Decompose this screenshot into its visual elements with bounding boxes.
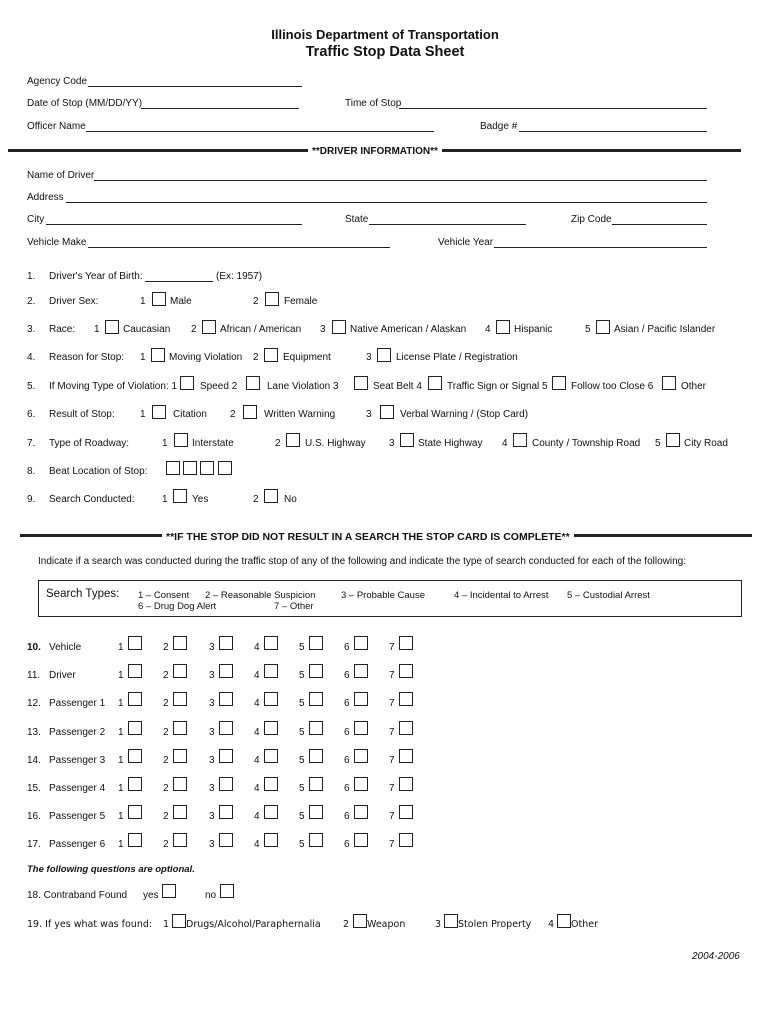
form-subtitle: Traffic Stop Data Sheet bbox=[305, 44, 465, 60]
option-number: 4 bbox=[485, 324, 491, 335]
search-yes-checkbox[interactable] bbox=[173, 489, 187, 503]
search-type-number: 6 bbox=[344, 670, 350, 681]
option-number: 5 bbox=[655, 438, 661, 449]
search-row-label: Passenger 6 bbox=[49, 839, 106, 850]
search-type-checkbox[interactable] bbox=[173, 721, 187, 735]
question-number: 9. bbox=[27, 494, 36, 505]
zip-label: Zip Code bbox=[571, 214, 612, 225]
search-heading: **IF THE STOP DID NOT RESULT IN A SEARCH THE STOP CARD IS COMPLETE** bbox=[162, 531, 574, 543]
equipment-checkbox[interactable] bbox=[264, 348, 278, 362]
option-label: Seat Belt 4 bbox=[373, 381, 422, 392]
search-type-checkbox[interactable] bbox=[173, 805, 187, 819]
search-type-checkbox[interactable] bbox=[264, 664, 278, 678]
search-type-checkbox[interactable] bbox=[264, 636, 278, 650]
option-label: License Plate / Registration bbox=[396, 352, 518, 363]
male-checkbox[interactable] bbox=[152, 292, 166, 306]
search-type-number: 4 bbox=[254, 839, 260, 850]
officer-name-label: Officer Name bbox=[27, 121, 86, 132]
search-type-number: 6 bbox=[344, 755, 350, 766]
option-label: Speed 2 bbox=[200, 381, 238, 392]
option-number: 3 bbox=[435, 919, 442, 930]
search-type-checkbox[interactable] bbox=[128, 664, 142, 678]
search-type-number: 7 bbox=[389, 698, 395, 709]
date-of-stop-label: Date of Stop (MM/DD/YY) bbox=[27, 98, 143, 109]
option-label: Yes bbox=[192, 494, 209, 505]
search-instruction: Indicate if a search was conducted during the traffic stop of any of the following and indicate the type of search conducted for each of the following: bbox=[38, 556, 686, 567]
search-type-number: 4 bbox=[254, 698, 260, 709]
native-american-checkbox[interactable] bbox=[332, 320, 346, 334]
search-type-number: 3 bbox=[209, 642, 215, 653]
search-type-number: 3 bbox=[209, 783, 215, 794]
option-label: Written Warning bbox=[264, 409, 336, 420]
search-type-number: 6 bbox=[344, 783, 350, 794]
seat-belt-checkbox[interactable] bbox=[354, 376, 368, 390]
search-row-label: Driver bbox=[49, 670, 76, 681]
form-years: 2004-2006 bbox=[692, 951, 740, 962]
search-type-number: 5 bbox=[299, 698, 305, 709]
search-type-checkbox[interactable] bbox=[264, 749, 278, 763]
option-label: Equipment bbox=[283, 352, 331, 363]
search-type-number: 2 bbox=[163, 698, 169, 709]
search-type-number: 4 bbox=[254, 642, 260, 653]
search-conducted-label: Search Conducted: bbox=[49, 494, 135, 505]
follow-too-close-checkbox[interactable] bbox=[552, 376, 566, 390]
vehicle-year-field[interactable] bbox=[494, 247, 707, 248]
search-type-checkbox[interactable] bbox=[399, 749, 413, 763]
option-number: 4 bbox=[502, 438, 508, 449]
search-row-number: 14. bbox=[27, 755, 41, 766]
search-type-checkbox[interactable] bbox=[173, 749, 187, 763]
search-type-checkbox[interactable] bbox=[399, 805, 413, 819]
search-type-checkbox[interactable] bbox=[264, 833, 278, 847]
search-types-label: Search Types: bbox=[46, 588, 120, 600]
option-number: 4 bbox=[548, 919, 555, 930]
date-of-stop-field[interactable] bbox=[141, 108, 299, 109]
us-highway-checkbox[interactable] bbox=[286, 433, 300, 447]
search-row-label: Vehicle bbox=[49, 642, 82, 653]
question-number: 8. bbox=[27, 466, 36, 477]
search-type-checkbox[interactable] bbox=[399, 664, 413, 678]
search-type-number: 6 bbox=[344, 811, 350, 822]
search-type-number: 3 bbox=[209, 727, 215, 738]
race-label: Race: bbox=[49, 324, 76, 335]
verbal-warning-checkbox[interactable] bbox=[380, 405, 394, 419]
beat-digit-box[interactable] bbox=[218, 461, 232, 475]
search-row-number: 12. bbox=[27, 698, 41, 709]
search-type-checkbox[interactable] bbox=[399, 692, 413, 706]
asian-pacific-checkbox[interactable] bbox=[596, 320, 610, 334]
search-type: 5 – Custodial Arrest bbox=[567, 590, 650, 601]
option-number: 3 bbox=[366, 352, 372, 363]
option-label: City Road bbox=[684, 438, 728, 449]
beat-digit-box[interactable] bbox=[183, 461, 197, 475]
search-row-label: Passenger 5 bbox=[49, 811, 106, 822]
search-row-number: 15. bbox=[27, 783, 41, 794]
search-type-number: 2 bbox=[163, 783, 169, 794]
option-number: 3 bbox=[366, 409, 372, 420]
form-title: Illinois Department of Transportation bbox=[271, 27, 499, 42]
search-type-number: 5 bbox=[299, 755, 305, 766]
contraband-label: 18. Contraband Found bbox=[27, 890, 128, 901]
search-type-number: 4 bbox=[254, 670, 260, 681]
time-of-stop-label: Time of Stop bbox=[345, 98, 402, 109]
reason-for-stop-label: Reason for Stop: bbox=[49, 352, 125, 363]
search-type-checkbox[interactable] bbox=[399, 636, 413, 650]
state-highway-checkbox[interactable] bbox=[400, 433, 414, 447]
option-label: No bbox=[284, 494, 297, 505]
agency-code-field[interactable] bbox=[88, 86, 302, 87]
search-type-number: 6 bbox=[344, 727, 350, 738]
search-type-checkbox[interactable] bbox=[264, 692, 278, 706]
search-type-checkbox[interactable] bbox=[128, 777, 142, 791]
option-label: Other bbox=[681, 381, 707, 392]
option-label: Moving Violation bbox=[169, 352, 243, 363]
search-type-number: 7 bbox=[389, 783, 395, 794]
interstate-checkbox[interactable] bbox=[174, 433, 188, 447]
search-type-number: 6 bbox=[344, 839, 350, 850]
search-type-checkbox[interactable] bbox=[173, 692, 187, 706]
search-type-checkbox[interactable] bbox=[309, 692, 323, 706]
search-row-label: Passenger 4 bbox=[49, 783, 106, 794]
search-type-checkbox[interactable] bbox=[399, 721, 413, 735]
search-type-number: 2 bbox=[163, 755, 169, 766]
address-label: Address bbox=[27, 192, 64, 203]
option-label: Verbal Warning / (Stop Card) bbox=[400, 409, 529, 420]
city-field[interactable] bbox=[46, 224, 302, 225]
search-type-number: 1 bbox=[118, 755, 124, 766]
search-type-checkbox[interactable] bbox=[309, 777, 323, 791]
option-number: 1 bbox=[162, 494, 168, 505]
search-type-number: 5 bbox=[299, 839, 305, 850]
contraband-yes-checkbox[interactable] bbox=[162, 884, 176, 898]
search-type-number: 7 bbox=[389, 811, 395, 822]
option-label: Female bbox=[284, 296, 318, 307]
search-type-checkbox[interactable] bbox=[354, 721, 368, 735]
search-type-number: 1 bbox=[118, 727, 124, 738]
search-type-number: 6 bbox=[344, 642, 350, 653]
drugs-checkbox[interactable] bbox=[172, 914, 186, 928]
search-type-number: 2 bbox=[163, 670, 169, 681]
driver-info-heading: **DRIVER INFORMATION** bbox=[308, 146, 442, 157]
search-type-checkbox[interactable] bbox=[173, 777, 187, 791]
search-type-checkbox[interactable] bbox=[399, 777, 413, 791]
traffic-sign-checkbox[interactable] bbox=[428, 376, 442, 390]
option-number: 2 bbox=[191, 324, 197, 335]
option-label: Stolen Property bbox=[458, 919, 532, 930]
caucasian-checkbox[interactable] bbox=[105, 320, 119, 334]
search-type-number: 5 bbox=[299, 783, 305, 794]
violation-type-label: If Moving Type of Violation: 1 bbox=[49, 381, 178, 392]
option-label: Caucasian bbox=[123, 324, 171, 335]
contraband-no-checkbox[interactable] bbox=[220, 884, 234, 898]
search-type-number: 3 bbox=[209, 698, 215, 709]
search-type-checkbox[interactable] bbox=[309, 805, 323, 819]
weapon-checkbox[interactable] bbox=[353, 914, 367, 928]
contraband-yes-label: yes bbox=[143, 890, 159, 901]
search-row-number: 17. bbox=[27, 839, 41, 850]
city-label: City bbox=[27, 214, 45, 225]
option-number: 2 bbox=[275, 438, 281, 449]
female-checkbox[interactable] bbox=[265, 292, 279, 306]
search-row-number: 10. bbox=[27, 642, 41, 653]
search-type-number: 1 bbox=[118, 698, 124, 709]
search-type-checkbox[interactable] bbox=[219, 664, 233, 678]
badge-label: Badge # bbox=[480, 121, 518, 132]
search-type-checkbox[interactable] bbox=[309, 749, 323, 763]
question-number: 4. bbox=[27, 352, 36, 363]
option-number: 2 bbox=[343, 919, 350, 930]
badge-field[interactable] bbox=[519, 131, 707, 132]
search-type-number: 2 bbox=[163, 727, 169, 738]
search-type-checkbox[interactable] bbox=[264, 777, 278, 791]
option-number: 1 bbox=[140, 296, 146, 307]
search-type-checkbox[interactable] bbox=[309, 664, 323, 678]
search-type-number: 7 bbox=[389, 642, 395, 653]
written-warning-checkbox[interactable] bbox=[243, 405, 257, 419]
search-type-number: 4 bbox=[254, 755, 260, 766]
question-number: 7. bbox=[27, 438, 36, 449]
option-number: 1 bbox=[140, 409, 146, 420]
result-of-stop-label: Result of Stop: bbox=[49, 409, 115, 420]
option-label: Traffic Sign or Signal 5 bbox=[447, 381, 548, 392]
option-label: Native American / Alaskan bbox=[350, 324, 467, 335]
option-label: Weapon bbox=[367, 919, 406, 930]
option-label: State Highway bbox=[418, 438, 483, 449]
search-type-number: 4 bbox=[254, 727, 260, 738]
beat-digit-box[interactable] bbox=[200, 461, 214, 475]
option-label: Male bbox=[170, 296, 192, 307]
search-row-number: 16. bbox=[27, 811, 41, 822]
option-number: 1 bbox=[163, 919, 170, 930]
option-label: Hispanic bbox=[514, 324, 553, 335]
driver-name-field[interactable] bbox=[94, 180, 707, 181]
search-type-checkbox[interactable] bbox=[219, 749, 233, 763]
license-plate-checkbox[interactable] bbox=[377, 348, 391, 362]
search-type: 3 – Probable Cause bbox=[341, 590, 425, 601]
search-row-label: Passenger 2 bbox=[49, 727, 106, 738]
birth-year-field[interactable] bbox=[145, 281, 213, 282]
african-american-checkbox[interactable] bbox=[202, 320, 216, 334]
search-type-number: 3 bbox=[209, 811, 215, 822]
vehicle-make-field[interactable] bbox=[88, 247, 390, 248]
option-number: 1 bbox=[162, 438, 168, 449]
address-field[interactable] bbox=[66, 202, 707, 203]
search-type-number: 4 bbox=[254, 783, 260, 794]
search-type: 1 – Consent bbox=[138, 590, 190, 601]
question-number: 6. bbox=[27, 409, 36, 420]
option-number: 1 bbox=[140, 352, 146, 363]
lane-violation-checkbox[interactable] bbox=[246, 376, 260, 390]
option-number: 5 bbox=[585, 324, 591, 335]
contraband-no-label: no bbox=[205, 890, 217, 901]
agency-code-label: Agency Code bbox=[27, 76, 88, 87]
search-type-checkbox[interactable] bbox=[128, 636, 142, 650]
search-type-number: 3 bbox=[209, 670, 215, 681]
stolen-property-checkbox[interactable] bbox=[444, 914, 458, 928]
option-label: Other bbox=[571, 919, 598, 930]
search-type-checkbox[interactable] bbox=[309, 721, 323, 735]
option-label: African / American bbox=[220, 324, 302, 335]
option-label: County / Township Road bbox=[532, 438, 641, 449]
search-type-checkbox[interactable] bbox=[309, 636, 323, 650]
search-type-number: 2 bbox=[163, 811, 169, 822]
state-label: State bbox=[345, 214, 369, 225]
question-number: 2. bbox=[27, 296, 36, 307]
search-row-label: Passenger 3 bbox=[49, 755, 106, 766]
search-type-checkbox[interactable] bbox=[128, 805, 142, 819]
search-type: 4 – Incidental to Arrest bbox=[454, 590, 549, 601]
option-label: U.S. Highway bbox=[305, 438, 366, 449]
question-number: 5. bbox=[27, 381, 36, 392]
search-type-checkbox[interactable] bbox=[219, 721, 233, 735]
option-label: Citation bbox=[173, 409, 207, 420]
zip-field[interactable] bbox=[612, 224, 707, 225]
option-number: 2 bbox=[253, 296, 259, 307]
time-of-stop-field[interactable] bbox=[399, 108, 707, 109]
search-type-number: 5 bbox=[299, 811, 305, 822]
option-label: Follow too Close 6 bbox=[571, 381, 654, 392]
moving-violation-checkbox[interactable] bbox=[151, 348, 165, 362]
search-type-number: 2 bbox=[163, 642, 169, 653]
search-type-checkbox[interactable] bbox=[173, 833, 187, 847]
county-road-checkbox[interactable] bbox=[513, 433, 527, 447]
option-label: Asian / Pacific Islander bbox=[614, 324, 716, 335]
driver-sex-label: Driver Sex: bbox=[49, 296, 99, 307]
question-number: 1. bbox=[27, 271, 36, 282]
search-type-number: 5 bbox=[299, 670, 305, 681]
citation-checkbox[interactable] bbox=[152, 405, 166, 419]
search-type: 7 – Other bbox=[274, 601, 314, 612]
search-type-checkbox[interactable] bbox=[219, 636, 233, 650]
option-number: 2 bbox=[253, 494, 259, 505]
search-no-checkbox[interactable] bbox=[264, 489, 278, 503]
search-type-checkbox[interactable] bbox=[354, 833, 368, 847]
search-type-number: 1 bbox=[118, 811, 124, 822]
search-type-checkbox[interactable] bbox=[399, 833, 413, 847]
search-type-number: 7 bbox=[389, 839, 395, 850]
birth-year-example: (Ex: 1957) bbox=[216, 271, 263, 282]
search-type-number: 3 bbox=[209, 755, 215, 766]
search-type: 2 – Reasonable Suspicion bbox=[205, 590, 316, 601]
search-type-checkbox[interactable] bbox=[128, 749, 142, 763]
search-type-checkbox[interactable] bbox=[219, 777, 233, 791]
search-type-number: 2 bbox=[163, 839, 169, 850]
search-type-number: 7 bbox=[389, 755, 395, 766]
search-type-number: 3 bbox=[209, 839, 215, 850]
state-field[interactable] bbox=[369, 224, 526, 225]
birth-year-label: Driver's Year of Birth: bbox=[49, 271, 143, 282]
beat-location-label: Beat Location of Stop: bbox=[49, 466, 148, 477]
officer-name-field[interactable] bbox=[86, 131, 434, 132]
search-type-checkbox[interactable] bbox=[354, 749, 368, 763]
search-type-checkbox[interactable] bbox=[128, 833, 142, 847]
search-type-number: 1 bbox=[118, 642, 124, 653]
search-type-checkbox[interactable] bbox=[264, 805, 278, 819]
option-number: 1 bbox=[94, 324, 100, 335]
vehicle-year-label: Vehicle Year bbox=[438, 237, 494, 248]
optional-heading: The following questions are optional. bbox=[27, 864, 195, 875]
search-type-checkbox[interactable] bbox=[219, 805, 233, 819]
roadway-type-label: Type of Roadway: bbox=[49, 438, 130, 449]
search-type-number: 7 bbox=[389, 727, 395, 738]
hispanic-checkbox[interactable] bbox=[496, 320, 510, 334]
search-type-checkbox[interactable] bbox=[219, 692, 233, 706]
search-type-number: 1 bbox=[118, 670, 124, 681]
search-type-number: 1 bbox=[118, 839, 124, 850]
option-number: 3 bbox=[320, 324, 326, 335]
search-type-number: 5 bbox=[299, 642, 305, 653]
search-type-checkbox[interactable] bbox=[354, 805, 368, 819]
search-type-number: 4 bbox=[254, 811, 260, 822]
option-number: 3 bbox=[389, 438, 395, 449]
option-label: Drugs/Alcohol/Paraphernalia bbox=[186, 919, 321, 930]
beat-digit-box[interactable] bbox=[166, 461, 180, 475]
search-row-label: Passenger 1 bbox=[49, 698, 106, 709]
search-type-checkbox[interactable] bbox=[128, 692, 142, 706]
option-label: Lane Violation 3 bbox=[267, 381, 339, 392]
search-type-checkbox[interactable] bbox=[264, 721, 278, 735]
search-row-number: 13. bbox=[27, 727, 41, 738]
vehicle-make-label: Vehicle Make bbox=[27, 237, 87, 248]
search-row-number: 11. bbox=[27, 670, 41, 681]
speed-checkbox[interactable] bbox=[180, 376, 194, 390]
search-type-number: 6 bbox=[344, 698, 350, 709]
search-type-number: 5 bbox=[299, 727, 305, 738]
search-type-checkbox[interactable] bbox=[173, 664, 187, 678]
search-type-checkbox[interactable] bbox=[309, 833, 323, 847]
driver-name-label: Name of Driver bbox=[27, 170, 95, 181]
search-type-checkbox[interactable] bbox=[354, 636, 368, 650]
option-number: 2 bbox=[253, 352, 259, 363]
other-violation-checkbox[interactable] bbox=[662, 376, 676, 390]
option-label: Interstate bbox=[192, 438, 234, 449]
option-number: 2 bbox=[230, 409, 236, 420]
search-type-number: 1 bbox=[118, 783, 124, 794]
search-type-checkbox[interactable] bbox=[219, 833, 233, 847]
search-type-checkbox[interactable] bbox=[128, 721, 142, 735]
search-type-number: 7 bbox=[389, 670, 395, 681]
question-number: 3. bbox=[27, 324, 36, 335]
search-type-checkbox[interactable] bbox=[173, 636, 187, 650]
search-type-checkbox[interactable] bbox=[354, 664, 368, 678]
other-found-checkbox[interactable] bbox=[557, 914, 571, 928]
search-type: 6 – Drug Dog Alert bbox=[138, 601, 217, 612]
search-type-checkbox[interactable] bbox=[354, 777, 368, 791]
found-label: 19. If yes what was found: bbox=[27, 919, 153, 930]
city-road-checkbox[interactable] bbox=[666, 433, 680, 447]
search-type-checkbox[interactable] bbox=[354, 692, 368, 706]
